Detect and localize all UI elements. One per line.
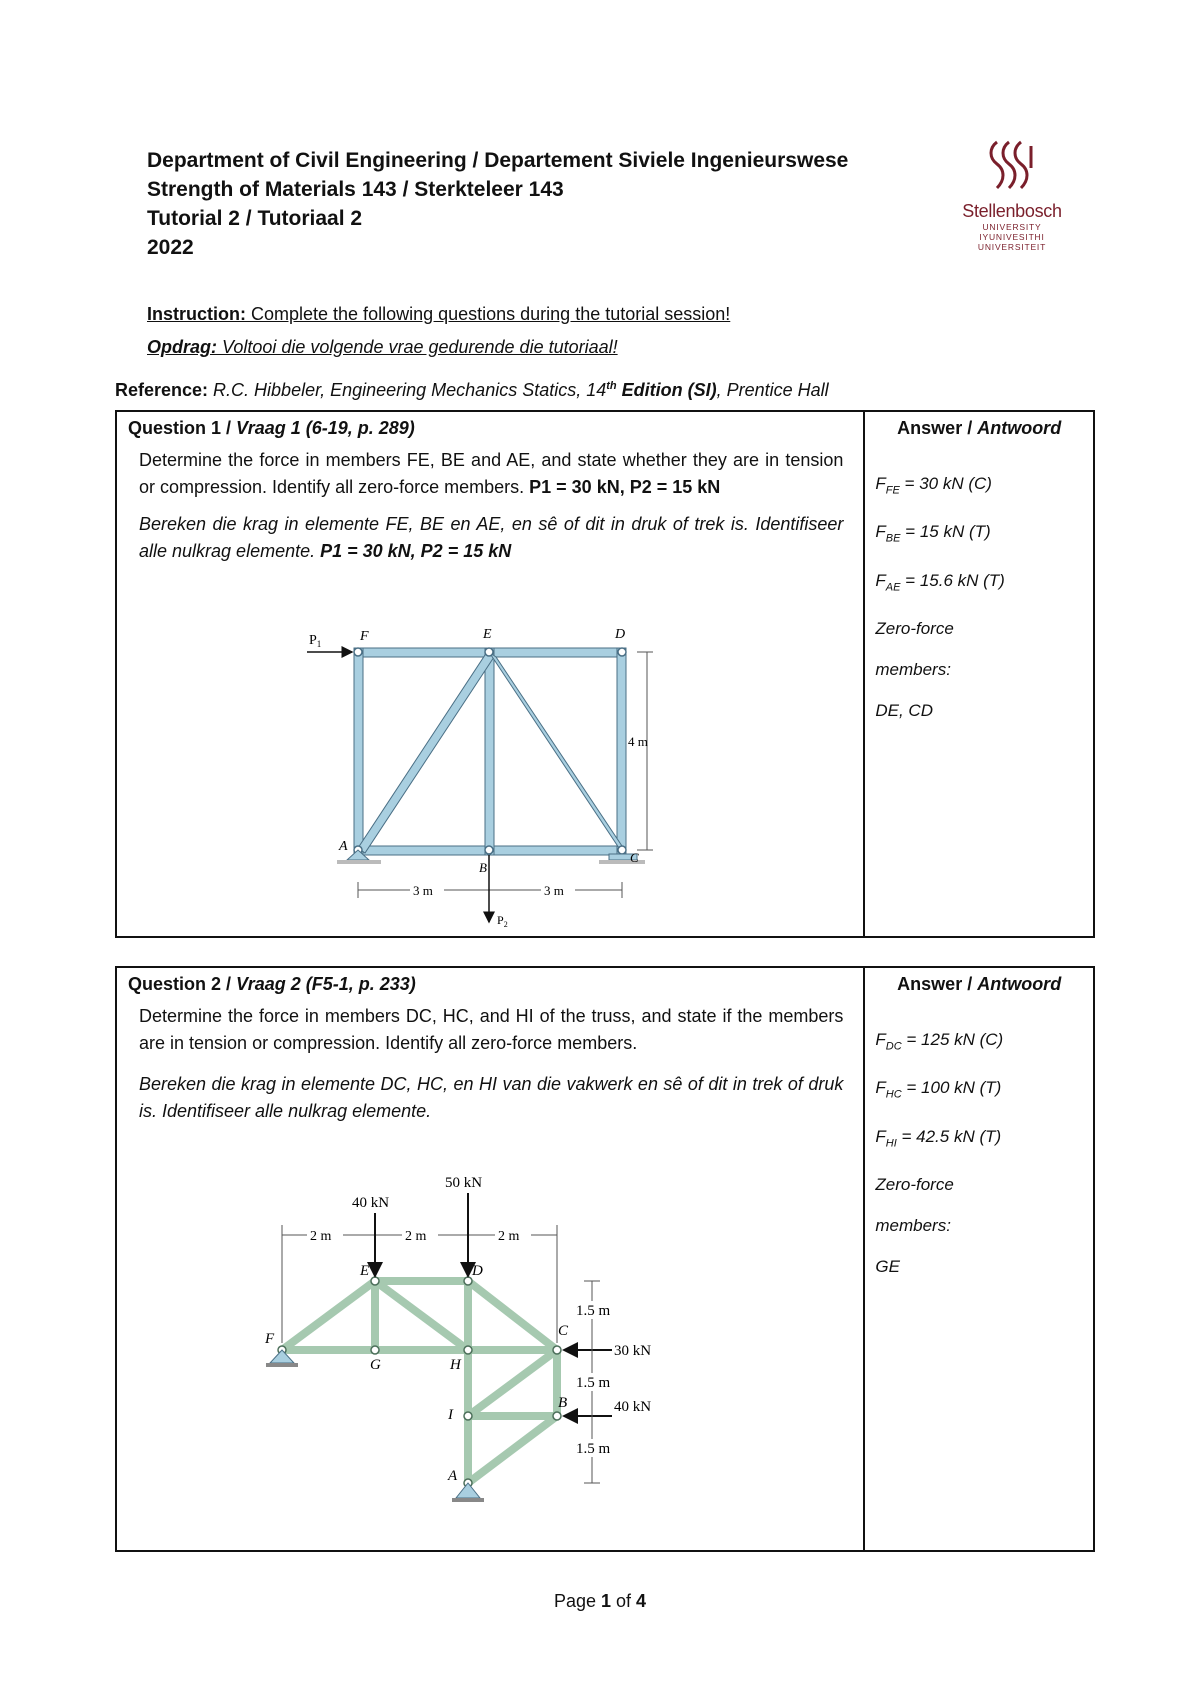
instruction-en-text: Complete the following questions during the tutorial session! [246,304,731,324]
question1-answer-head: Answer / Antwoord [897,418,1062,438]
label-F2: F [265,1331,275,1347]
header-course: Strength of Materials 143 / Sterkteleer 143 [147,178,564,201]
instruction-en [147,298,730,331]
answer-FAE: $F_{AE} = 15.6$ kN (T) [875,570,1005,594]
reference [115,380,829,401]
label-P1: $P_1$ [309,633,322,649]
label-d2: 2 m [405,1229,427,1244]
answer-FBE: $F_{BE} = 15$ kN (T) [875,522,991,545]
member-EB [485,648,494,855]
label-h1: 1.5 m [576,1303,611,1319]
document-header [147,146,848,262]
label-d3: 2 m [498,1229,520,1244]
truss-figure-1 [297,622,657,932]
label-A: A [339,839,348,854]
label-P2: $P_2$ [497,913,508,929]
label-E: E [483,627,492,642]
question2-text-af: Bereken die krag in elemente DC, HC, en HI van die vakwerk en sê of dit in trek of druk is. Identifiseer alle nulkrag elemente. [139,1074,844,1121]
header-department: Department of Civil Engineering / Departement Siviele Ingenieurswese [147,149,849,172]
instruction-en-label: Instruction: [147,304,246,324]
zero-force-members-2: GE [875,1257,900,1277]
truss-figure-2 [262,1163,702,1543]
label-I2: I [448,1407,453,1423]
instruction-af [147,331,730,364]
label-span2: 3 m [544,883,564,898]
label-span1: 3 m [413,883,433,898]
label-h2: 1.5 m [576,1375,611,1391]
answer-FDC: $F_{DC} = 125$ kN (C) [875,1030,1004,1053]
label-E2: E [360,1263,370,1279]
zero-force-label-1: Zero-force [875,619,954,639]
zero-force-members-1: DE, CD [875,701,933,721]
label-h3: 1.5 m [576,1441,611,1457]
zero-force-label-3: Zero-force [875,1175,954,1195]
question1-title: Question 1 / Vraag 1 (6-19, p. 289) [128,418,415,438]
label-B: B [479,860,487,875]
label-load-C: 30 kN [614,1343,652,1359]
question1-text-af: Bereken die krag in elemente FE, BE en AE, en sê of dit in druk of trek is. Identifiseer alle nulkrag elemente. P1 = 30 kN, P2 = 15 kN [139,514,844,561]
label-load-B: 40 kN [614,1399,652,1415]
question2-table [115,966,1095,1552]
question1-table [115,410,1095,938]
member-AF [354,648,363,855]
answer-FHC: $F_{HC} = 100$ kN (T) [875,1078,1002,1101]
label-load-D: 50 kN [445,1175,483,1191]
label-D2: D [472,1263,483,1279]
question2-title: Question 2 / Vraag 2 (F5-1, p. 233) [128,974,416,994]
header-tutorial: Tutorial 2 / Tutoriaal 2 [147,207,363,230]
label-G2: G [370,1357,381,1373]
label-height: 4 m [628,734,648,749]
reference-edition: Edition (SI) [616,380,717,400]
instructions [147,298,730,364]
question2-answer-cell [864,967,1094,1551]
page-number: Page 1 of 4 [553,1591,647,1611]
question2-answer-head: Answer / Antwoord [897,974,1062,994]
reference-label: Reference: [115,380,209,400]
question1-cell [116,411,864,937]
zero-force-label-4: members: [875,1216,951,1236]
label-B2: B [558,1395,568,1411]
university-logo [952,138,1072,252]
label-load-E: 40 kN [352,1195,390,1211]
label-D: D [615,627,626,642]
label-C: C [630,850,639,865]
member-DC [617,648,626,855]
reference-text: R.C. Hibbeler, Engineering Mechanics Statics, 14 [208,380,607,400]
pin-support-A2 [456,1483,480,1498]
question1-text-en: Determine the force in members FE, BE and AE, and state whether they are in tension or compression. Identify all zero-force members. P1 = 30 kN, P2 = 15 kN [139,450,844,497]
question1-answer-cell [864,411,1094,937]
reference-publisher: , Prentice Hall [716,380,829,400]
logo-name: Stellenbosch [962,201,1062,221]
crest-icon [987,138,1037,196]
header-year: 2022 [147,236,194,259]
label-H2: H [450,1357,461,1373]
instruction-af-label: Opdrag: [147,337,217,357]
label-A2: A [448,1468,458,1484]
member-AE [358,652,494,853]
label-d1: 2 m [310,1229,332,1244]
question2-text-en: Determine the force in members DC, HC, and HI of the truss, and state if the members are in tension or compression. Identify all zero-force members. [139,1006,844,1053]
instruction-af-text: Voltooi die volgende vrae gedurende die tutoriaal! [217,337,618,357]
zero-force-label-2: members: [875,660,951,680]
reference-sup: th [606,380,617,392]
answer-FHI: $F_{HI} = 42.5$ kN (T) [875,1126,1002,1150]
question2-cell [116,967,864,1551]
logo-line3: UNIVERSITEIT [977,242,1047,252]
label-F: F [360,629,369,644]
logo-line1: UNIVERSITY [982,222,1042,232]
logo-line2: IYUNIVESITHI [979,232,1045,242]
label-C2: C [558,1323,569,1339]
answer-FFE: $F_{FE} = 30$ kN (C) [875,474,992,497]
member-EC [489,652,626,852]
